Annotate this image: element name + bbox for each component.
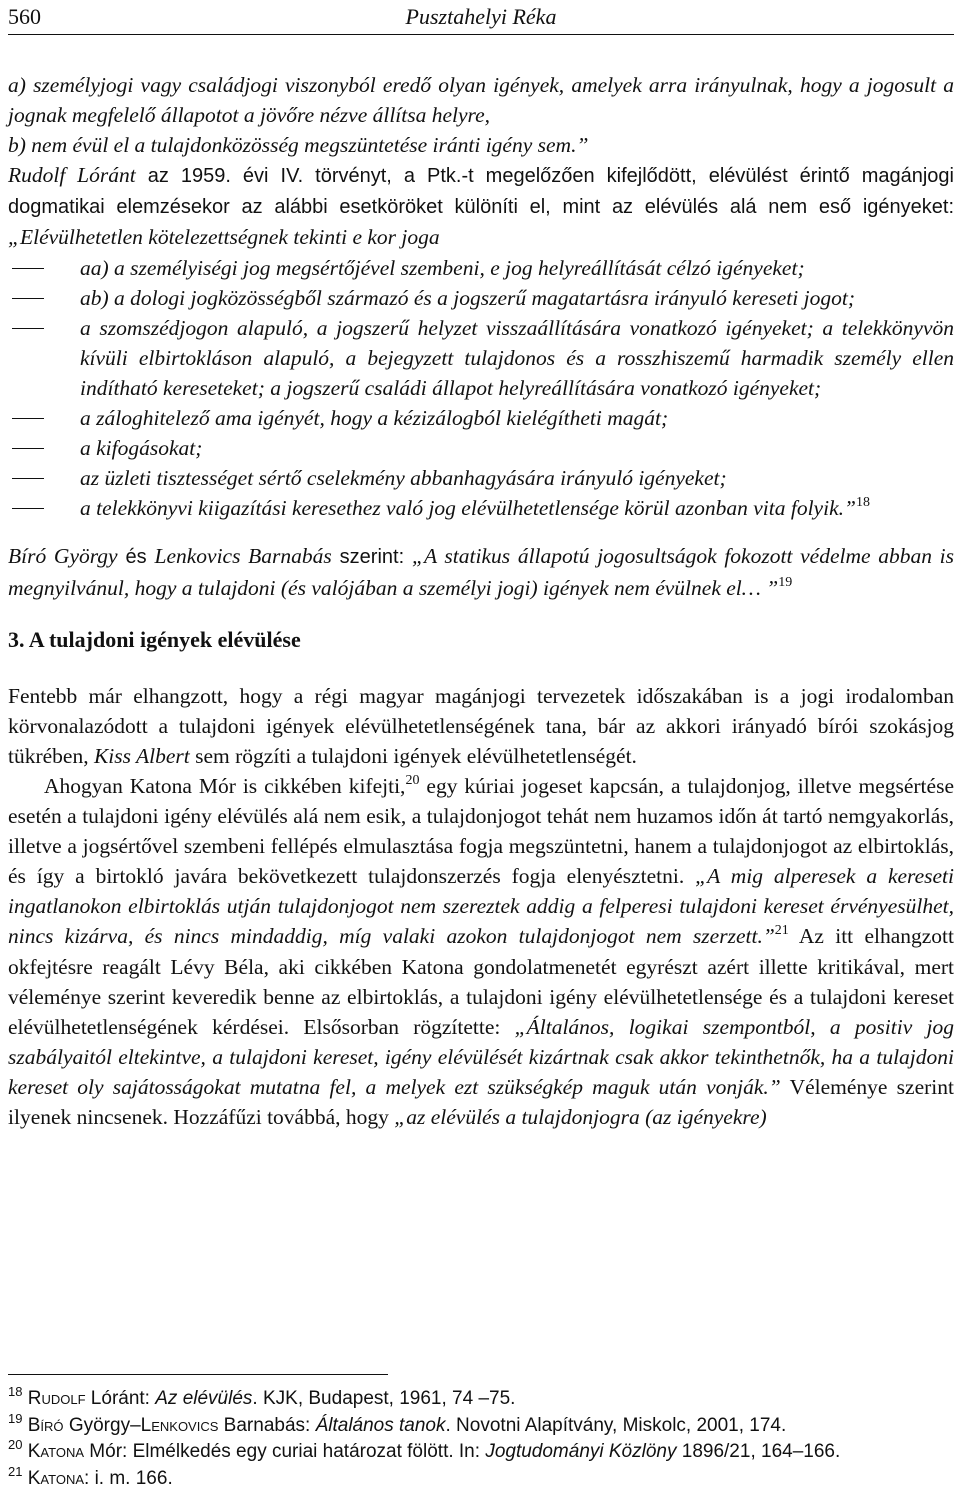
rudolf-name: Rudolf Lóránt [8, 163, 136, 188]
footnote-rule [8, 1374, 388, 1375]
biro-paragraph: Bíró György és Lenkovics Barnabás szerint: „A statikus állapotú jogosultságok fokozott védelme abban is megnyilvánul, hogy a tulajdoni (és valójában a személyi jogi) igények nem évülnek el… ”$^{19}$ [8, 544, 955, 600]
dash-icon [12, 508, 44, 509]
biro-name: Bíró György [8, 544, 118, 569]
main-text [8, 70, 954, 1132]
list-item: ab) a dologi jogközösségből származó és a jogszerű magatartásra irányuló kereseti jogot; [8, 283, 954, 313]
running-author: Pusztahelyi Réka [405, 4, 557, 29]
dash-icon [12, 418, 44, 419]
biro-quote: „A statikus állapotú jogosultságok fokozott védelme abban is megnyilvánul, hogy a tulajdoni (és valójában a személyi jogi) igények nem évülnek el… ” [8, 544, 955, 600]
dash-icon [12, 298, 44, 299]
rudolf-quote: „Elévülhetetlen kötelezettségnek tekinti e kor joga [8, 225, 440, 250]
list-item: az üzleti tisztességet sértő cselekmény abbanhagyására irányuló igényeket; [8, 463, 954, 493]
footnote-19: $^{19}$ Bíró György–Lenkovics Barnabás: Általános tanok. Novotni Alapítvány, Miskolc, 2001, 174. [8, 1410, 787, 1436]
dash-icon [12, 328, 44, 329]
footnote-ref-19[interactable]: 19 [778, 574, 793, 590]
page-number: 560 [8, 4, 41, 29]
kiss-albert-name: Kiss Albert [93, 743, 190, 768]
dash-icon [12, 268, 44, 269]
footnote-ref-20[interactable]: 20 [405, 772, 420, 788]
footnote-ref-18[interactable]: 18 [855, 495, 870, 511]
paragraph-1: Fentebb már elhangzott, hogy a régi magyar magánjogi tervezetek időszakában is a jogi irodalomban körvonalazódott a tulajdoni igények elévülhetetlenségének tana, bár az akkori irányadó bírói szokásjog tükrében, Kiss Albert sem rögzíti a tulajdoni igények elévülhetetlenségét. [8, 683, 954, 768]
footnote-ref-21[interactable]: 21 [774, 923, 789, 939]
list-item: a záloghitelező ama igényét, hogy a kézizálogból kielégítheti magát; [8, 403, 954, 433]
quote-curia: „A mig alperesek a kereseti ingatlanokon elbirtoklás utján tulajdonjogot nem szereztek addig a felperesi tulajdoni kereset érvényesülhet, nincs kizárva, és nincs mindaddig, míg valaki azokon tulajdonjogot nem szerzett.” [8, 864, 955, 949]
rudolf-paragraph [8, 160, 954, 252]
header-rule [8, 34, 954, 35]
dash-icon [12, 478, 44, 479]
quote-levy: „Általános, logikai szempontból, a positiv jog szabályaitól eltekintve, a tulajdoni kereset, igény elévülését kizártnak csak akkor tekinthetnők, ha a tulajdoni kereset oly sajátosságokat mutatna fel, a melyek ezt szükségkép maguk után vonják.” [8, 1014, 954, 1099]
quote-levy-2: „az elévülés a tulajdonjogra (az igényekre) [394, 1105, 767, 1129]
list-item: aa) a személyiségi jog megsértőjével szembeni, e jog helyreállítását célzó igényeket; [8, 253, 954, 283]
list-item: a telekkönyvi kiigazítási keresethez való jog elévülhetetlensége körül azonban vita folyik.”$^{18}$ [8, 493, 954, 523]
section-title: 3. A tulajdoni igények elévülése [8, 626, 301, 652]
quote-item-a: a) személyjogi vagy családjogi viszonyból eredő olyan igények, amelyek arra irányulnak, hogy a jogosult a jognak megfelelő állapotot a jövőre nézve állítsa helyre, [8, 73, 954, 128]
footnote-21: $^{21}$ Katona: i. m. 166. [8, 1463, 173, 1489]
list-item: a kifogásokat; [8, 433, 954, 463]
footnote-20: $^{20}$ Katona Mór: Elmélkedés egy curiai határozat fölött. In: Jogtudományi Közlöny 1896/21, 164–166. [8, 1437, 841, 1462]
running-header [8, 4, 954, 30]
dash-icon [12, 448, 44, 449]
exemption-list [8, 253, 954, 524]
quote-item-b: b) nem évül el a tulajdonközösség megszüntetése iránti igény sem.” [8, 133, 589, 158]
rudolf-text: az 1959. évi IV. törvényt, a Ptk.-t megelőzően kifejlődött, elévülést érintő magánjogi dogmatikai elemzésekor az alábbi esetköröket különíti el, mint az elévülés alá nem eső igényeket: [8, 165, 954, 219]
footnote-18: $^{18}$ Rudolf Lóránt: Az elévülés. KJK, Budapest, 1961, 74 –75. [8, 1384, 516, 1409]
paragraph-2: Ahogyan Katona Mór is cikkében kifejti,$^{20}$ egy kúriai jogeset kapcsán, a tulajdonjog, illetve megsértése esetén a tulajdoni igény elévülés alá nem esik, a tulajdonjogot tehát nem huzamos időn át tartó nemgyakorlás, illetve a jogsértővel szembeni fellépés elmulasztása fogja megszüntetni, hanem a tulajdonjogot az elbirtoklás, és így a birtokló javára bekövetkezett tulajdonszerzés fogja elenyésztetni. „A mig alperesek a kereseti ingatlanokon elbirtoklás utján tulajdonjogot nem szereztek addig a felperesi tulajdoni kereset érvényesülhet, nincs kizárva, és nincs mindaddig, míg valaki azokon tulajdonjogot nem szerzett.”$^{21}$ Az itt elhangzott okfejtésre reagált Lévy Béla, aki cikkében Katona gondolatmenetét egyrészt azért illette kritikával, mert véleménye szerint keveredik benne az elbirtoklás, a tulajdoni igény elévülhetetlensége és a tulajdoni kereset elévülhetetlenségének kérdései. Elsősorban rögzítette: „Általános, logikai szempontból, a positiv jog szabályaitól eltekintve, a tulajdoni kereset, igény elévülését kizártnak csak akkor tekinthetnők, ha a tulajdoni kereset oly sajátosságokat mutatna fel, a melyek ezt szükségkép maguk után vonják.” Véleménye szerint ilyenek nincsenek. Hozzáfűzi továbbá, hogy „az elévülés a tulajdonjogra (az igényekre) [8, 772, 955, 1129]
lenkovics-name: Lenkovics Barnabás [154, 544, 332, 569]
footnotes [8, 1386, 954, 1492]
list-item: a szomszédjogon alapuló, a jogszerű helyzet visszaállítására vonatkozó igényeket; a telekkönyvön kívüli elbirtokláson alapuló, a bejegyzett tulajdonos és a rosszhiszemű harmadik személy ellen indítható kereseteket; a jogszerű családi állapot helyreállítására vonatkozó igényeket; [8, 313, 954, 403]
